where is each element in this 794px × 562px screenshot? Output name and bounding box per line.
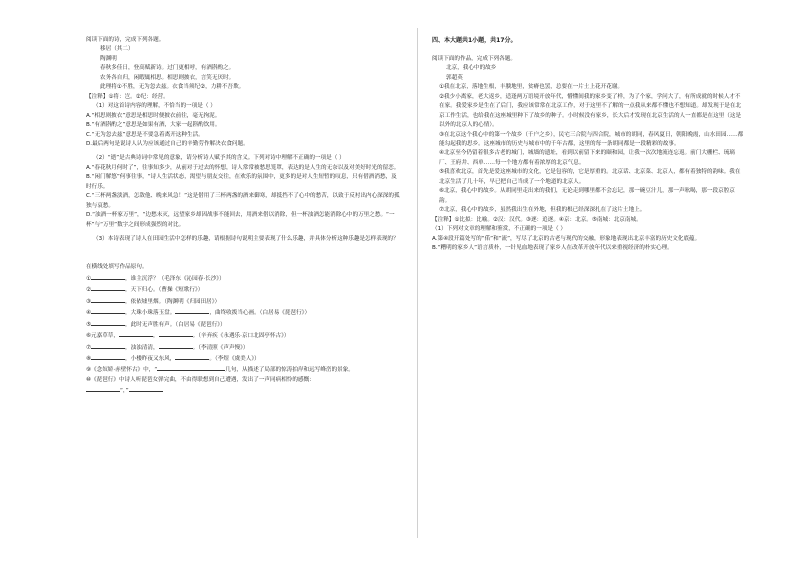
left-column: [86, 36, 400, 397]
question-2-option: C.“三杯两盏淡酒，怎敌他、晚来风急！”这是借用了三杯两盏的酒来御寒，却抵挡不了心中的愁苦，以致于反衬出内心深深的孤独与哀愁。: [86, 193, 400, 209]
answer-blank[interactable]: [91, 342, 125, 349]
essay-paragraph: ①我在北京，落地生根，丰腴地里，贫瘠也罢，总要在一片土上花开花谢。: [439, 84, 624, 91]
answer-blank[interactable]: [91, 273, 125, 280]
essay-note: 【注释】①比拟：比喻。②汉：汉代。③逐：追逐。④京：北京。⑤南城：北京南城。: [432, 216, 642, 223]
fill-item-3: ③ ，依依墟里烟。（陶渊明《归园田居》）: [86, 296, 400, 307]
poem-intro: 阅读下面的诗，完成下列各题。: [86, 37, 165, 43]
poem-line: 农务各自归，闲暇辄相思。相思则披衣，言笑无厌时。: [100, 74, 235, 81]
essay-intro: 阅读下面的作品，完成下列各题。: [432, 55, 516, 62]
answer-blank[interactable]: [91, 296, 125, 303]
poem-line: 此理将①不胜，无为忽去兹。衣食当须纪②，力耕不吾欺。: [100, 84, 245, 91]
question-3-stem: （3）本诗表现了诗人在田园生活中怎样的乐趣，请根据诗句说明主要表现了什么乐趣，并具体分析这种乐趣是怎样表现的？: [93, 236, 399, 243]
answer-blank[interactable]: [119, 330, 153, 337]
question-1-option: B.“有酒斟酌之”意思是如果有酒，大家一起斟酌饮用。: [86, 122, 221, 129]
fill-item-1: ① ，谁主沉浮？（毛泽东《沁园春·长沙》）: [86, 273, 400, 284]
fill-item-2: ② ，天下归心。（曹操《短歌行》）: [86, 284, 400, 295]
answer-blank[interactable]: [157, 364, 191, 371]
question-4-intro: 在横线处填写作品原句。: [86, 264, 148, 271]
poem-title: 移居（其二）: [100, 46, 134, 53]
essay-author: 郭超英: [446, 74, 463, 81]
question-1-option: D.最后两句是说诗人认为应该通过自己的辛勤劳作解决衣食问题。: [86, 140, 249, 147]
answer-blank[interactable]: [159, 342, 193, 349]
fill-item-5: ⑤ ，此时无声胜有声。（白居易《琵琶行》）: [86, 319, 400, 330]
right-column: [432, 36, 744, 253]
answer-blank[interactable]: [86, 385, 120, 392]
answer-blank[interactable]: [159, 330, 193, 337]
answer-blank[interactable]: [191, 364, 225, 371]
essay-paragraph: ⑥北京，我心中的故乡。从胡同里走出来的我们，无论走到哪里都不会忘记，那一碗豆汁儿，那一声吆喝，那一段京腔京韵。: [439, 188, 735, 204]
answer-blank[interactable]: [91, 353, 125, 360]
essay-paragraph: ⑤我喜欢北京，首先是爱这座城市的文化，它是包容的，它是厚重的。北京话、北京菜、北京人，都有着独特的韵味。我在北京生活了几十年，早已把自己当成了一个地道的北京人。: [439, 169, 741, 185]
question-option: B.“糟明的家乡人”语言质朴，一针见血地表现了家乡人在改革开放年代以来重视经济的朴实心理。: [432, 244, 673, 251]
fill-item-9: ⑨《念奴娇·赤壁怀古》中，“ 几句，从描述了局部的惊涛拍岸和远写峰峦的景象。: [86, 364, 400, 375]
fill-item-4: ④ ，大珠小珠落玉盘。 ，曲终收拨当心画。（白居易《琵琶行》）: [86, 307, 400, 318]
question-1-stem: （1）对这首诗内容的理解，不恰当的一项是（ ）: [93, 103, 216, 110]
question-2-stem: （2）“逝”是古典诗词中常见的意象，请分析诗人赋予其的含义。下列对诗中理解不正确的一项是（ ）: [93, 155, 345, 162]
question-1-option: C.“无为忽去兹”意思是不要急着离开这种生活。: [86, 131, 204, 138]
answer-blank[interactable]: [91, 307, 125, 314]
fill-item-8: ⑧ ，小楼昨夜又东风， 。（李煜《虞美人》）: [86, 353, 400, 364]
essay-paragraph: ⑦北京，我心中的故乡，虽然我出生在外地，但我的根已经深深扎在了这片土地上。: [439, 207, 646, 214]
fill-item-10: ⑩《琵琶行》中诗人听琵琶女弹完曲，不由得联想到自己遭遇，发出了一声同病相怜的感慨：: [86, 376, 315, 383]
essay-paragraph: ②我少小离家，老大返乡，适逢两万语境开放年代，懵懂间我的家乡变了样，为了个家，学问大了，有所成就的时候人才不在家。我爱家乡是生在了后门，我应该常常在北京工作，对于这里不了解的一点我从来都不懂也不想知道。却发现于是在北京工作生活，也给我在这座城里种下了故乡的种子。小时候没有家乡，长大后才发现在北京生活的人一直都是在这里（这是以外的北京人的心情）。: [439, 93, 742, 129]
answer-blank[interactable]: [129, 385, 163, 392]
poem-note: 【注释】①将：岂。②纪：经营。: [86, 93, 169, 100]
essay-title: 北京，我心中的故乡: [446, 65, 497, 72]
question-2-option: D.“浊酒一杯家万里”，“边愁未灭，远望家乡却因战事不能回去，用酒来借以消除，但一杯浊酒怎能消除心中的万里之愁。“一杯”与“万里”数字之间形成强烈的对比。: [86, 212, 395, 228]
column-divider: [417, 28, 418, 538]
question-stem: （1）下列对文章的理解和鉴赏，不正确的一项是（ ）: [432, 226, 566, 233]
answer-blank[interactable]: [91, 319, 125, 326]
fill-item-6: ⑥元嘉草草， ， 。（辛弃疾《永遇乐·京口北固亭怀古》）: [86, 330, 400, 341]
section-heading: 四、本大题共1小题，共17分。: [432, 37, 517, 44]
poem-author: 陶渊明: [100, 55, 117, 62]
question-1-option: A.“相思则披衣”意思是相思时便披衣前往，毫无拘泥。: [86, 112, 221, 119]
answer-blank[interactable]: [91, 284, 125, 291]
poem-line: 春秋多佳日，登高赋新诗。过门更相呼，有酒斟酌之。: [100, 65, 235, 72]
question-2-option: A.“春花秋月何时了”，往事知多少，从前对于过去的怀想，诗人常常被愁思笼罩，表达的是人生的无奈以及对美好时光的留恋。: [86, 164, 400, 171]
essay-paragraph: ④北京至今仍留着很多古老的城门，城墙的遗址，看到以前留下来的颐和园，让我一次次地流连忘返。前门大栅栏、琉璃厂、王府井、西单……每一个地方都有着浓厚的北京气息。: [439, 150, 735, 166]
fill-item-10-blanks: “，”: [86, 385, 400, 396]
fill-item-7: ⑦ ，浊浊清清， 。（李清照《声声慢》）: [86, 342, 400, 353]
answer-blank[interactable]: [175, 353, 209, 360]
question-2-option: B.“闲门解悠”何事往事，“诗人生活状态，渴望与朋友交往，在欢乐的氛围中，更多的是对人生短暂的叹息，只有借酒消愁，及时行乐。: [86, 174, 397, 190]
answer-blank[interactable]: [175, 307, 209, 314]
essay-paragraph: ③在北京这个我心中的第一个故乡（千户之乡），民宅三合院与四合院，城市的胡同，春风夏日，朝阳晚霞，山水田园……都能勾起我的思乡。这座城市的历史与城市中的千年古都，这里的每一条胡同都是一段精彩的故事。: [439, 131, 744, 147]
question-option: A.第④段开篇处写的“偌”和“流”，写尽了北京的古老与现代的交融，形象地表现出北京丰富的历史文化底蕴。: [432, 235, 701, 242]
